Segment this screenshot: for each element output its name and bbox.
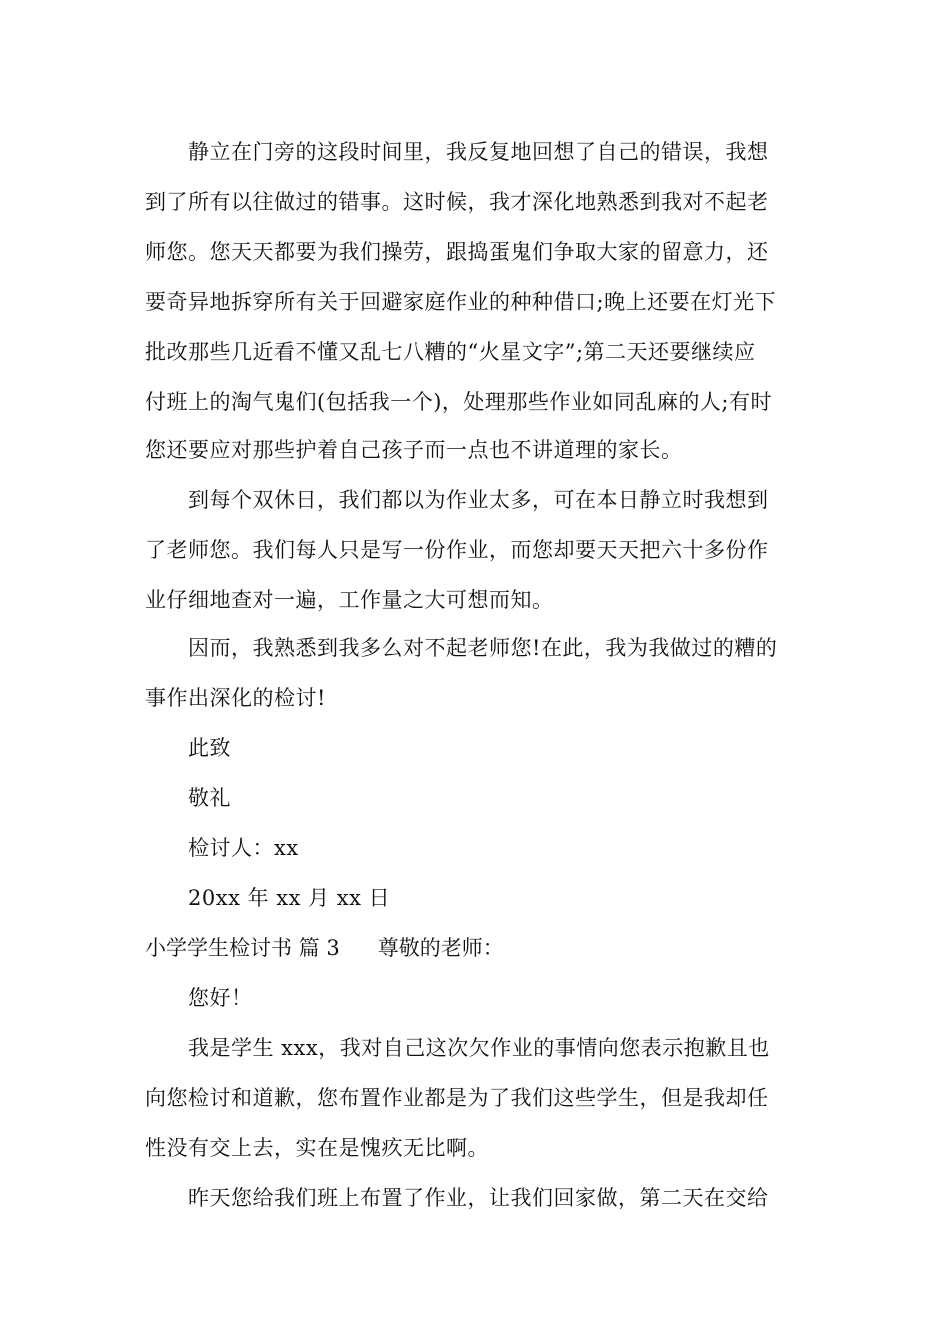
- paragraph-line: 性没有交上去，实在是愧疚无比啊。: [145, 1136, 489, 1160]
- closing-text: 此致: [188, 736, 231, 760]
- salutation: 尊敬的老师：: [377, 936, 504, 960]
- paragraph-line: 昨天您给我们班上布置了作业，让我们回家做，第二天在交给: [188, 1186, 769, 1210]
- paragraph-line: 静立在门旁的这段时间里，我反复地回想了自己的错误，我想: [188, 140, 769, 164]
- paragraph-line: 要奇异地拆穿所有关于回避家庭作业的种种借口;晚上还要在灯光下: [145, 290, 777, 314]
- paragraph-line: 事作出深化的检讨!: [145, 686, 326, 710]
- signer-line: 检讨人：xx: [188, 836, 299, 860]
- paragraph-line: 业仔细地查对一遍，工作量之大可想而知。: [145, 588, 554, 612]
- section-heading: [145, 934, 504, 962]
- paragraph-line: 付班上的淘气鬼们(包括我一个)，处理那些作业如同乱麻的人;有时: [145, 390, 772, 414]
- closing-text: 敬礼: [188, 786, 231, 810]
- paragraph-line: 您还要应对那些护着自己孩子而一点也不讲道理的家长。: [145, 438, 683, 462]
- paragraph-line: 到每个双休日，我们都以为作业太多，可在本日静立时我想到: [188, 488, 769, 512]
- greeting: 您好！: [188, 986, 253, 1010]
- section-title: 小学学生检讨书 篇 3: [145, 936, 340, 960]
- paragraph-line: 因而，我熟悉到我多么对不起老师您!在此，我为我做过的糟的: [188, 636, 778, 660]
- paragraph-line: 我是学生 xxx，我对自己这次欠作业的事情向您表示抱歉且也: [188, 1036, 770, 1060]
- date-line: 20xx 年 xx 月 xx 日: [188, 886, 391, 910]
- paragraph-line: 到了所有以往做过的错事。这时候，我才深化地熟悉到我对不起老: [145, 190, 769, 214]
- paragraph-line: 向您检讨和道歉，您布置作业都是为了我们这些学生，但是我却任: [145, 1086, 769, 1110]
- paragraph-line: 师您。您天天都要为我们操劳，跟捣蛋鬼们争取大家的留意力，还: [145, 240, 769, 264]
- paragraph-line: 批改那些几近看不懂又乱七八糟的“火星文字”;第二天还要继续应: [145, 340, 756, 364]
- paragraph-line: 了老师您。我们每人只是写一份作业，而您却要天天把六十多份作: [145, 538, 769, 562]
